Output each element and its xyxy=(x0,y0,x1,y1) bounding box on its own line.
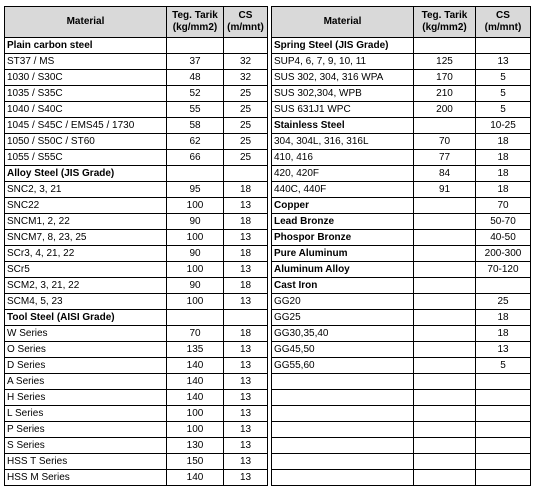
cs-cell xyxy=(224,166,268,182)
material-cell: 1045 / S45C / EMS45 / 1730 xyxy=(5,118,167,134)
cs-cell: 13 xyxy=(224,390,268,406)
table-row xyxy=(272,438,531,454)
table-row xyxy=(5,278,268,294)
teg-tarik-cell: 95 xyxy=(167,182,224,198)
cs-cell: 18 xyxy=(224,246,268,262)
material-cell: SCr3, 4, 21, 22 xyxy=(5,246,167,262)
table-group-row xyxy=(272,262,531,278)
teg-tarik-cell: 90 xyxy=(167,278,224,294)
cs-cell: 18 xyxy=(224,278,268,294)
table-row xyxy=(272,374,531,390)
material-cell: Spring Steel (JIS Grade) xyxy=(272,38,414,54)
cs-cell: 13 xyxy=(224,374,268,390)
material-cell xyxy=(272,390,414,406)
teg-tarik-cell: 140 xyxy=(167,358,224,374)
material-cell: SUP4, 6, 7, 9, 10, 11 xyxy=(272,54,414,70)
teg-tarik-cell xyxy=(414,214,476,230)
material-cell: Lead Bronze xyxy=(272,214,414,230)
cs-cell: 40-50 xyxy=(476,230,531,246)
teg-tarik-cell: 52 xyxy=(167,86,224,102)
teg-tarik-cell: 100 xyxy=(167,230,224,246)
table-row xyxy=(5,406,268,422)
material-cell xyxy=(272,454,414,470)
table-row xyxy=(272,86,531,102)
cs-cell xyxy=(476,390,531,406)
cs-cell xyxy=(476,470,531,486)
table-row xyxy=(272,294,531,310)
table-row xyxy=(272,358,531,374)
teg-tarik-cell: 90 xyxy=(167,214,224,230)
teg-tarik-cell xyxy=(414,294,476,310)
cs-cell: 13 xyxy=(224,198,268,214)
table-row xyxy=(5,422,268,438)
teg-tarik-cell xyxy=(167,38,224,54)
material-cell: Phospor Bronze xyxy=(272,230,414,246)
material-cell: SNC22 xyxy=(5,198,167,214)
cs-cell: 200-300 xyxy=(476,246,531,262)
table-row xyxy=(272,102,531,118)
table-row xyxy=(5,390,268,406)
table-group-row xyxy=(272,198,531,214)
cs-cell: 5 xyxy=(476,70,531,86)
teg-tarik-cell: 100 xyxy=(167,198,224,214)
material-cell: 304, 304L, 316, 316L xyxy=(272,134,414,150)
table-row xyxy=(5,182,268,198)
table-row xyxy=(5,150,268,166)
material-cell: S Series xyxy=(5,438,167,454)
header-cs: CS (m/mnt) xyxy=(476,7,531,38)
table-row xyxy=(5,438,268,454)
table-row xyxy=(5,54,268,70)
teg-tarik-cell: 91 xyxy=(414,182,476,198)
teg-tarik-cell xyxy=(414,454,476,470)
material-cell: SCM2, 3, 21, 22 xyxy=(5,278,167,294)
material-cell: ST37 / MS xyxy=(5,54,167,70)
cs-cell: 13 xyxy=(224,294,268,310)
material-cell: SNCM7, 8, 23, 25 xyxy=(5,230,167,246)
teg-tarik-cell: 37 xyxy=(167,54,224,70)
right-material-table xyxy=(271,6,531,486)
cs-cell: 13 xyxy=(476,54,531,70)
table-group-row xyxy=(5,38,268,54)
material-cell: SNCM1, 2, 22 xyxy=(5,214,167,230)
teg-tarik-cell xyxy=(414,422,476,438)
material-cell: SNC2, 3, 21 xyxy=(5,182,167,198)
table-row xyxy=(272,326,531,342)
material-cell: Copper xyxy=(272,198,414,214)
teg-tarik-cell: 90 xyxy=(167,246,224,262)
table-row xyxy=(5,342,268,358)
table-row xyxy=(272,150,531,166)
table-row xyxy=(5,374,268,390)
table-row xyxy=(272,454,531,470)
material-cell: Plain carbon steel xyxy=(5,38,167,54)
cs-cell xyxy=(224,38,268,54)
cs-cell: 18 xyxy=(224,214,268,230)
table-row xyxy=(272,70,531,86)
table-row xyxy=(5,102,268,118)
table-group-row xyxy=(5,310,268,326)
cs-cell: 13 xyxy=(224,358,268,374)
material-cell: D Series xyxy=(5,358,167,374)
material-cell: SCr5 xyxy=(5,262,167,278)
teg-tarik-cell: 140 xyxy=(167,374,224,390)
table-row xyxy=(5,470,268,486)
cs-cell: 5 xyxy=(476,102,531,118)
table-row xyxy=(272,310,531,326)
teg-tarik-cell: 100 xyxy=(167,294,224,310)
cs-cell xyxy=(476,438,531,454)
table-group-row xyxy=(272,214,531,230)
teg-tarik-cell xyxy=(414,198,476,214)
material-cell xyxy=(272,374,414,390)
table-row xyxy=(5,214,268,230)
material-cell xyxy=(272,438,414,454)
material-cell: Stainless Steel xyxy=(272,118,414,134)
teg-tarik-cell: 200 xyxy=(414,102,476,118)
cs-cell: 25 xyxy=(224,134,268,150)
cs-cell: 5 xyxy=(476,358,531,374)
cs-cell xyxy=(476,38,531,54)
table-row xyxy=(5,294,268,310)
table-header-row xyxy=(272,7,531,38)
table-row xyxy=(272,342,531,358)
cs-cell: 13 xyxy=(224,438,268,454)
teg-tarik-cell: 62 xyxy=(167,134,224,150)
cs-cell xyxy=(476,406,531,422)
table-row xyxy=(5,358,268,374)
teg-tarik-cell xyxy=(414,118,476,134)
material-cell: Alloy Steel (JIS Grade) xyxy=(5,166,167,182)
teg-tarik-cell xyxy=(414,246,476,262)
cs-cell xyxy=(476,278,531,294)
table-row xyxy=(272,134,531,150)
teg-tarik-cell: 77 xyxy=(414,150,476,166)
teg-tarik-cell xyxy=(414,358,476,374)
material-cell: GG25 xyxy=(272,310,414,326)
teg-tarik-cell: 70 xyxy=(167,326,224,342)
material-cell: HSS T Series xyxy=(5,454,167,470)
header-material: Material xyxy=(272,7,414,38)
cs-cell: 18 xyxy=(224,326,268,342)
cs-cell xyxy=(476,454,531,470)
cs-cell: 10-25 xyxy=(476,118,531,134)
cs-cell: 13 xyxy=(224,422,268,438)
teg-tarik-cell xyxy=(414,342,476,358)
teg-tarik-cell: 170 xyxy=(414,70,476,86)
table-group-row xyxy=(272,38,531,54)
cs-cell: 18 xyxy=(476,310,531,326)
cs-cell: 25 xyxy=(224,102,268,118)
cs-cell: 13 xyxy=(224,230,268,246)
table-row xyxy=(5,134,268,150)
table-row xyxy=(272,422,531,438)
material-cell: Tool Steel (AISI Grade) xyxy=(5,310,167,326)
cs-cell xyxy=(476,422,531,438)
cs-cell: 50-70 xyxy=(476,214,531,230)
teg-tarik-cell xyxy=(167,166,224,182)
table-row xyxy=(5,118,268,134)
cs-cell: 18 xyxy=(224,182,268,198)
table-row xyxy=(5,246,268,262)
cs-cell: 18 xyxy=(476,182,531,198)
teg-tarik-cell xyxy=(414,374,476,390)
cs-cell: 32 xyxy=(224,54,268,70)
material-cell: GG55,60 xyxy=(272,358,414,374)
table-group-row xyxy=(272,118,531,134)
material-cell: L Series xyxy=(5,406,167,422)
teg-tarik-cell: 58 xyxy=(167,118,224,134)
cs-cell: 13 xyxy=(224,342,268,358)
table-row xyxy=(272,166,531,182)
material-cell: 410, 416 xyxy=(272,150,414,166)
material-cell xyxy=(272,470,414,486)
material-cell: Cast Iron xyxy=(272,278,414,294)
teg-tarik-cell: 100 xyxy=(167,422,224,438)
cs-cell: 13 xyxy=(476,342,531,358)
cs-cell: 18 xyxy=(476,166,531,182)
header-cs: CS (m/mnt) xyxy=(224,7,268,38)
header-teg-tarik: Teg. Tarik (kg/mm2) xyxy=(167,7,224,38)
table-row xyxy=(5,262,268,278)
teg-tarik-cell: 140 xyxy=(167,470,224,486)
teg-tarik-cell xyxy=(414,230,476,246)
material-cell xyxy=(272,406,414,422)
material-cell: 440C, 440F xyxy=(272,182,414,198)
cs-cell: 70-120 xyxy=(476,262,531,278)
cs-cell: 25 xyxy=(476,294,531,310)
teg-tarik-cell: 210 xyxy=(414,86,476,102)
teg-tarik-cell xyxy=(414,438,476,454)
table-group-row xyxy=(272,278,531,294)
teg-tarik-cell xyxy=(414,310,476,326)
table-row xyxy=(272,470,531,486)
table-row xyxy=(272,182,531,198)
left-material-table xyxy=(4,6,268,486)
teg-tarik-cell: 84 xyxy=(414,166,476,182)
teg-tarik-cell: 135 xyxy=(167,342,224,358)
material-cell: SUS 302, 304, 316 WPA xyxy=(272,70,414,86)
teg-tarik-cell: 125 xyxy=(414,54,476,70)
teg-tarik-cell xyxy=(414,406,476,422)
header-material: Material xyxy=(5,7,167,38)
teg-tarik-cell xyxy=(414,390,476,406)
material-cell: SCM4, 5, 23 xyxy=(5,294,167,310)
teg-tarik-cell xyxy=(414,278,476,294)
teg-tarik-cell: 140 xyxy=(167,390,224,406)
material-cell: 1035 / S35C xyxy=(5,86,167,102)
material-cell: 1030 / S30C xyxy=(5,70,167,86)
table-group-row xyxy=(272,230,531,246)
cs-cell xyxy=(476,374,531,390)
cs-cell: 13 xyxy=(224,406,268,422)
material-cell: O Series xyxy=(5,342,167,358)
teg-tarik-cell xyxy=(414,38,476,54)
material-cell: 1050 / S50C / ST60 xyxy=(5,134,167,150)
cs-cell xyxy=(224,310,268,326)
table-row xyxy=(5,326,268,342)
cs-cell: 18 xyxy=(476,134,531,150)
table-row xyxy=(5,454,268,470)
material-cell: W Series xyxy=(5,326,167,342)
teg-tarik-cell: 48 xyxy=(167,70,224,86)
material-cell: Aluminum Alloy xyxy=(272,262,414,278)
cs-cell: 18 xyxy=(476,150,531,166)
table-row xyxy=(272,54,531,70)
teg-tarik-cell: 130 xyxy=(167,438,224,454)
table-row xyxy=(272,406,531,422)
cs-cell: 13 xyxy=(224,470,268,486)
cs-cell: 32 xyxy=(224,70,268,86)
cs-cell: 25 xyxy=(224,118,268,134)
header-teg-tarik: Teg. Tarik (kg/mm2) xyxy=(414,7,476,38)
material-cell xyxy=(272,422,414,438)
cs-cell: 25 xyxy=(224,150,268,166)
table-row xyxy=(5,230,268,246)
material-cell: SUS 302,304, WPB xyxy=(272,86,414,102)
cs-cell: 18 xyxy=(476,326,531,342)
table-row xyxy=(5,86,268,102)
table-group-row xyxy=(272,246,531,262)
cs-cell: 13 xyxy=(224,454,268,470)
material-cell: GG45,50 xyxy=(272,342,414,358)
material-cell: GG30,35,40 xyxy=(272,326,414,342)
material-cell: 1040 / S40C xyxy=(5,102,167,118)
material-cell: GG20 xyxy=(272,294,414,310)
material-cell: P Series xyxy=(5,422,167,438)
teg-tarik-cell xyxy=(167,310,224,326)
teg-tarik-cell: 70 xyxy=(414,134,476,150)
cs-cell: 5 xyxy=(476,86,531,102)
material-cell: Pure Aluminum xyxy=(272,246,414,262)
teg-tarik-cell: 66 xyxy=(167,150,224,166)
table-row xyxy=(5,198,268,214)
teg-tarik-cell xyxy=(414,470,476,486)
material-cell: SUS 631J1 WPC xyxy=(272,102,414,118)
table-header-row xyxy=(5,7,268,38)
table-group-row xyxy=(5,166,268,182)
teg-tarik-cell: 100 xyxy=(167,262,224,278)
material-cell: A Series xyxy=(5,374,167,390)
material-cell: 420, 420F xyxy=(272,166,414,182)
table-row xyxy=(5,70,268,86)
cs-cell: 25 xyxy=(224,86,268,102)
material-cell: H Series xyxy=(5,390,167,406)
cs-cell: 70 xyxy=(476,198,531,214)
cs-cell: 13 xyxy=(224,262,268,278)
teg-tarik-cell: 150 xyxy=(167,454,224,470)
material-cell: HSS M Series xyxy=(5,470,167,486)
teg-tarik-cell xyxy=(414,326,476,342)
teg-tarik-cell xyxy=(414,262,476,278)
teg-tarik-cell: 100 xyxy=(167,406,224,422)
teg-tarik-cell: 55 xyxy=(167,102,224,118)
material-cell: 1055 / S55C xyxy=(5,150,167,166)
table-row xyxy=(272,390,531,406)
